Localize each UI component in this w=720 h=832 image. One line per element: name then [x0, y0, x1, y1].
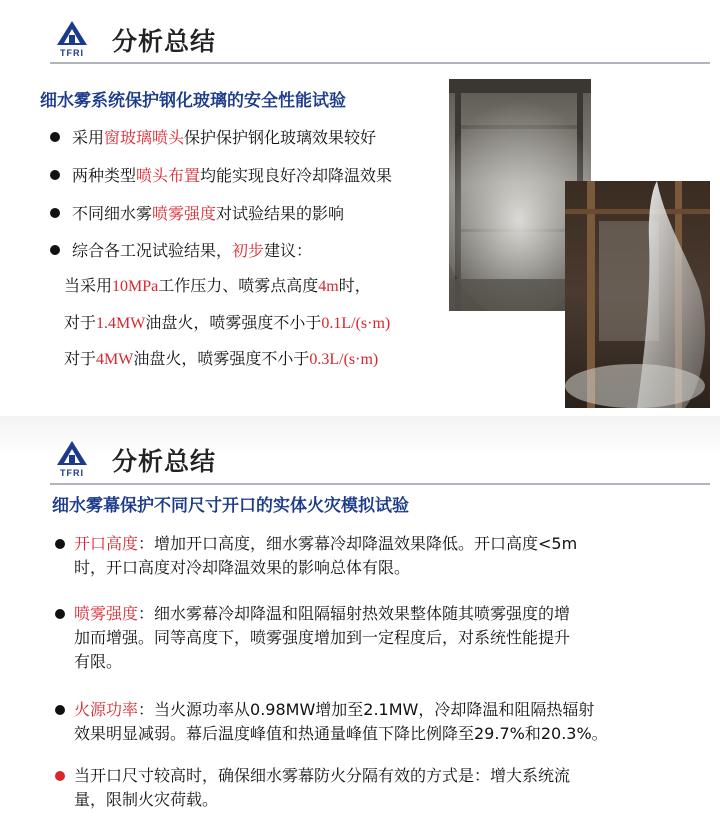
bullet-text: ：增加开口高度，细水雾幕冷却降温效果降低。开口高度<5m — [138, 534, 578, 553]
list-item — [50, 238, 450, 275]
list-item — [52, 602, 702, 698]
bullet-text: 加而增强。同等高度下，喷雾强度增加到一定程度后，对系统性能提升 — [74, 628, 571, 647]
bullet-dot — [55, 771, 65, 781]
logo-text: TFRI — [60, 48, 84, 58]
bullet-dot — [50, 245, 60, 255]
bullet-text: 建议： — [264, 241, 313, 260]
bullet-dot — [55, 539, 65, 549]
bullet-dot — [50, 170, 60, 180]
bullet-text: ：细水雾幕冷却降温和阻隔辐射热效果整体随其喷雾强度的增 — [138, 604, 571, 623]
bullet-text: ：当火源功率从0.98MW增加至2.1MW，冷却降温和阻隔热辐射 — [138, 700, 595, 719]
bullet-text: 综合各工况试验结果， — [72, 241, 233, 260]
tfri-logo — [50, 440, 94, 478]
bullet-text: 保护保护钢化玻璃效果较好 — [184, 128, 377, 147]
bullet-dot — [50, 208, 60, 218]
logo-text: TFRI — [60, 468, 84, 478]
bullet-list — [50, 125, 450, 275]
bullet-text: 有限。 — [74, 652, 123, 671]
list-item — [50, 125, 450, 163]
list-item — [52, 532, 702, 602]
bullet-highlight: 初步 — [232, 241, 265, 260]
logo-triangle-icon — [56, 20, 88, 46]
list-item — [52, 764, 702, 824]
bullet-text: 效果明显减弱。幕后温度峰值和热通量峰值下降比例降至29.7%和20.3%。 — [74, 724, 608, 743]
bullet-highlight: 喷雾强度 — [74, 604, 139, 623]
bullet-highlight: 喷雾强度 — [152, 204, 217, 223]
bullet-text: 均能实现良好冷却降温效果 — [200, 166, 393, 185]
bullet-highlight: 窗玻璃喷头 — [104, 128, 185, 147]
bullet-highlight: 喷头布置 — [136, 166, 201, 185]
slide-subtitle: 细水雾系统保护钢化玻璃的安全性能试验 — [40, 91, 346, 111]
bullet-dot — [50, 132, 60, 142]
bullet-text: 对试验结果的影响 — [216, 204, 345, 223]
recommendation-line-1: 当采用10MPa工作压力、喷雾点高度4m时， — [64, 276, 371, 295]
list-item — [50, 163, 450, 201]
bullet-text: 当开口尺寸较高时，确保细水雾幕防火分隔有效的方式是：增大系统流 — [74, 766, 571, 785]
slide-subtitle: 细水雾幕保护不同尺寸开口的实体火灾模拟试验 — [52, 496, 409, 516]
tfri-logo — [50, 20, 94, 58]
title-divider — [50, 62, 710, 64]
title-divider — [50, 483, 710, 485]
bullet-text: 量，限制火灾荷载。 — [74, 790, 219, 809]
bullet-text: 不同细水雾 — [72, 204, 153, 223]
bullet-text: 两种类型 — [72, 166, 137, 185]
section-title: 分析总结 — [112, 27, 217, 56]
bullet-list — [52, 532, 702, 824]
bullet-text: 时，开口高度对冷却降温效果的影响总体有限。 — [74, 558, 411, 577]
list-item — [52, 698, 702, 764]
slide-2 — [0, 416, 720, 832]
recommendation-line-2: 对于1.4MW油盘火，喷雾强度不小于0.1L/(s·m) — [64, 313, 391, 332]
section-title: 分析总结 — [112, 447, 217, 476]
bullet-highlight: 火源功率 — [74, 700, 139, 719]
bullet-highlight: 开口高度 — [74, 534, 139, 553]
mist-spray-photo — [565, 181, 710, 408]
bullet-dot — [55, 705, 65, 715]
recommendation-line-3: 对于4MW油盘火，喷雾强度不小于0.3L/(s·m) — [64, 349, 379, 368]
bullet-dot — [55, 609, 65, 619]
list-item — [50, 201, 450, 238]
bullet-text: 采用 — [72, 128, 105, 147]
logo-triangle-icon — [56, 440, 88, 466]
